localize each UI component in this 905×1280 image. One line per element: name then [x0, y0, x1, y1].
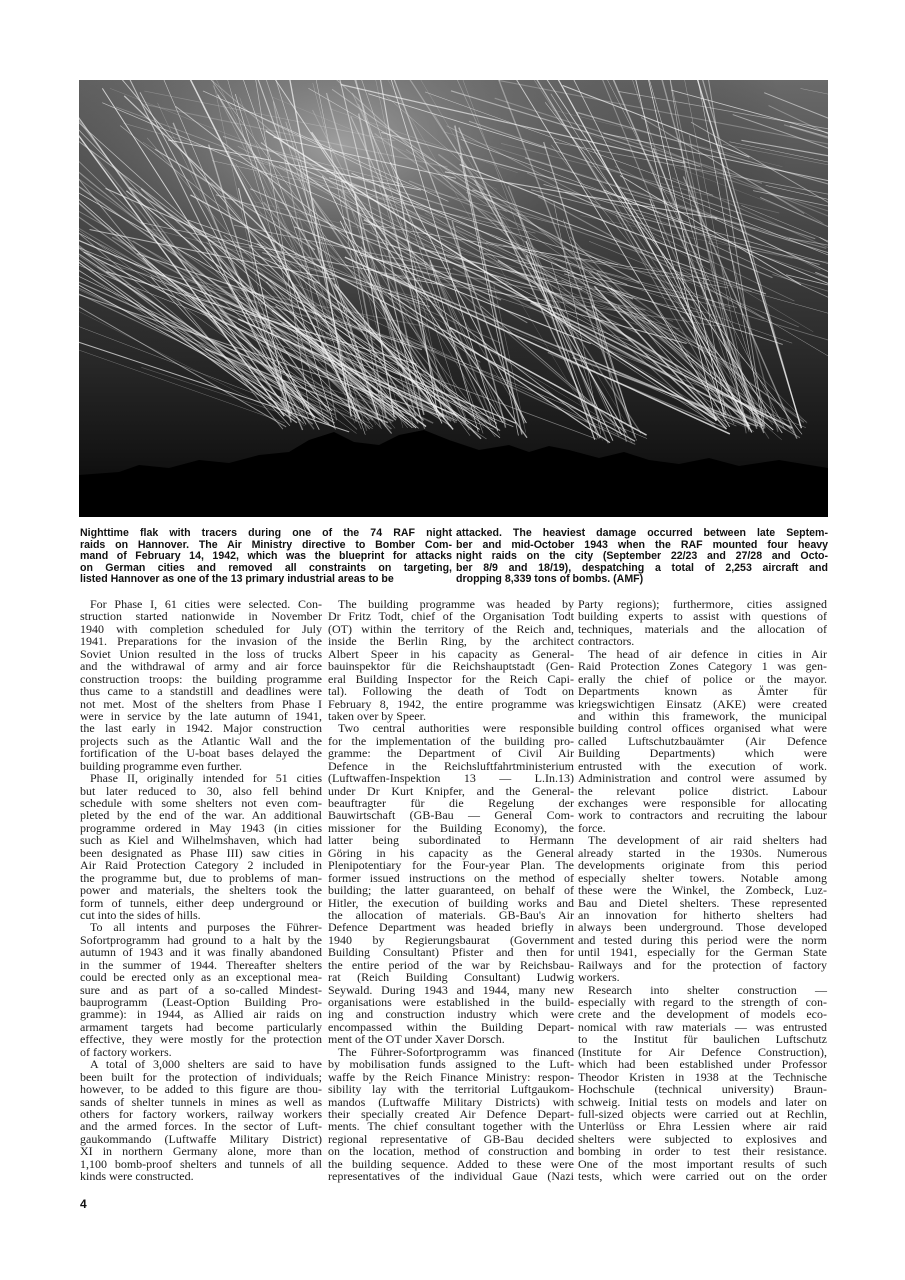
text-line: The Führer-Sofortprogramm was financed — [338, 1044, 574, 1059]
text-line: (Institute for Air Defence Construction), — [578, 1044, 827, 1059]
text-line: missioner for the Building Economy), the — [328, 820, 574, 835]
text-line: inside the Berlin Ring, by the architect — [328, 634, 574, 649]
text-line: struction started nationwide in November — [80, 609, 322, 624]
text-line: full-sized objects were carried out at Rechlin, — [578, 1106, 827, 1121]
text-line: crete and the development of models eco- — [578, 1007, 827, 1022]
text-line: for the implementation of the building pro- — [328, 733, 574, 748]
text-line: armament targets had become particularly — [80, 1019, 322, 1034]
text-line: exchanges were responsible for allocating — [578, 796, 827, 810]
text-line: always been underground. Those developed — [578, 920, 827, 935]
text-line: work to contractors and recruiting the labour — [578, 808, 827, 823]
text-line: Phase II, originally intended for 51 cities — [90, 771, 322, 786]
text-line: force. — [578, 820, 606, 835]
text-line: until 1941, especially for the German State — [578, 945, 827, 960]
caption-line: attacked. The heaviest damage occurred between late Septem- — [456, 527, 828, 539]
caption-line: dropping 8,339 tons of bombs. (AMF) — [456, 573, 644, 586]
text-line: The development of air raid shelters had — [588, 833, 827, 848]
text-line: building control offices organised what were — [578, 721, 827, 736]
paragraph — [80, 772, 322, 921]
photo-caption-right — [456, 528, 828, 586]
text-line: tal). Following the death of Todt on — [328, 684, 574, 699]
text-line: ment of the OT under Xaver Dorsch. — [328, 1032, 505, 1047]
text-line: contractors. — [578, 634, 635, 649]
text-line: already started in the 1930s. Numerous — [578, 845, 827, 860]
text-line: gramme): in 1944, as Allied air raids on — [80, 1007, 322, 1022]
text-line: sands of shelter tunnels in mines as well as — [80, 1094, 322, 1109]
caption-line: ber 8/9 and 18/19), despatching a total of 2,253 aircraft and — [456, 561, 828, 574]
text-line: Research into shelter construction — — [588, 982, 827, 997]
text-line: schweig. Initial tests on models and later on — [578, 1094, 827, 1109]
text-line: former issued instructions on the method of — [328, 870, 574, 885]
text-line: encompassed within the Building Depart- — [328, 1019, 574, 1034]
text-line: The head of air defence in cities in Air — [588, 646, 827, 661]
text-line: erally the chief of police or the mayor. — [578, 671, 827, 686]
text-line: Defence Department was headed briefly in — [328, 920, 574, 935]
text-line: organisations were established in the build- — [328, 995, 574, 1009]
text-line: 1940 with completion scheduled for July — [80, 621, 322, 636]
text-line: Hitler, the execution of building works and — [328, 895, 574, 910]
text-line: thus came to a standstill and deadlines were — [80, 684, 322, 699]
text-line: been built for the protection of individuals; — [80, 1069, 322, 1084]
text-line: bombing in order to test their resistance. — [578, 1144, 827, 1159]
text-line: February 8, 1942, the entire programme was — [328, 696, 574, 711]
text-line: construction troops: the building programme — [80, 671, 322, 686]
text-line: Seywald. During 1943 and 1944, many new — [328, 982, 574, 997]
paragraph — [328, 598, 574, 722]
text-line: Defence in the Reichsluftfahrtministerium — [328, 758, 574, 773]
text-line: which had been established under Professor — [578, 1057, 827, 1072]
text-line: their specially created Air Defence Depart- — [328, 1106, 574, 1121]
text-line: 1941. Preparations for the invasion of the — [80, 634, 322, 649]
text-line: ments. The chief consultant together with the — [328, 1119, 574, 1134]
body-column-3 — [578, 598, 827, 1183]
text-line: gramme: the Department of Civil Air — [328, 746, 574, 761]
flak-photograph — [79, 80, 828, 517]
text-line: gaukommando (Luftwaffe Military District) — [80, 1131, 322, 1146]
text-line: Theodor Kristen in 1938 at the Technische — [578, 1069, 827, 1084]
caption-line: listed Hannover as one of the 13 primary industrial areas to be — [80, 573, 394, 586]
paragraph — [80, 598, 322, 772]
text-line: rat (Reich Building Consultant) Ludwig — [328, 970, 574, 985]
text-line: sibility lay with the territorial Luftgaukom- — [328, 1082, 574, 1097]
text-line: Hochschule (technical university) Braun- — [578, 1082, 827, 1097]
text-line: fortification of the U-boat bases delayed the — [80, 746, 322, 761]
text-line: building experts to assist with questions of — [578, 609, 827, 624]
text-line: 1940 by Regierungsbaurat (Government — [328, 932, 574, 947]
paragraph — [328, 722, 574, 1045]
text-line: To all intents and purposes the Führer- — [90, 920, 322, 935]
text-line: in the summer of 1944. Thereafter shelters — [80, 957, 322, 972]
text-line: Soviet Union resulted in the loss of trucks — [80, 646, 322, 661]
text-line: under Dr Kurt Knipfer, and the General- — [328, 783, 574, 798]
body-column-1 — [80, 598, 322, 1183]
body-column-2 — [328, 598, 574, 1183]
text-line: Two central authorities were responsible — [338, 721, 574, 736]
text-line: these were the Winkel, the Zombeck, Luz- — [578, 883, 827, 898]
text-line: power and materials, the shelters took the — [80, 883, 322, 898]
text-line: Administration and control were assumed by — [578, 771, 827, 786]
text-line: but later reduced to 30, also fell behind — [80, 783, 322, 798]
caption-line: raids on Hannover. The Air Ministry directive to Bomber Com- — [80, 538, 452, 551]
text-line: entrusted with the execution of work. — [578, 758, 827, 773]
text-line: cut into the sides of hills. — [80, 907, 201, 922]
text-line: bauinspektor für die Reichshauptstadt (Gen- — [328, 659, 574, 674]
text-line: representatives of the individual Gaue (Nazi — [328, 1169, 574, 1184]
text-line: One of the most important results of such — [578, 1156, 827, 1171]
caption-line: ber and mid-October 1943 when the RAF mounted four heavy — [456, 538, 828, 551]
text-line: and tested during this period were the norm — [578, 932, 827, 947]
paragraph — [578, 834, 827, 983]
text-line: to the Institut für baulichen Luftschutz — [578, 1032, 827, 1047]
text-line: Unterlüss or Ehra Lessien where air raid — [578, 1119, 827, 1134]
text-line: Albert Speer in his capacity as General- — [328, 646, 574, 661]
paragraph — [80, 921, 322, 1058]
text-line: Sofortprogramm had ground to a halt by the — [80, 932, 322, 947]
text-line: regional representative of GB-Bau decided — [328, 1131, 574, 1146]
text-line: tests, which were carried out on the order — [578, 1169, 827, 1184]
text-line: mandos (Luftwaffe Military Districts) with — [328, 1094, 574, 1109]
caption-line: on German cities and removed all constraints on targeting, — [80, 561, 452, 574]
text-line: eral Building Inspector for the Reich Capi- — [328, 671, 574, 686]
text-line: not met. Most of the shelters from Phase I — [80, 696, 322, 711]
text-line: Dr Fritz Todt, chief of the Organisation Todt — [328, 609, 574, 624]
text-line: building programme even further. — [80, 758, 242, 773]
text-line: Railways and for the protection of factory — [578, 957, 827, 972]
page-number: 4 — [80, 1197, 87, 1211]
text-line: the building sequence. Added to these were — [328, 1156, 574, 1171]
text-line: kriegswichtigen Einsatz (AKE) were created — [578, 696, 827, 711]
text-line: could be erected only as an exceptional mea- — [80, 970, 322, 985]
text-line: especially with regard to the strength of con- — [578, 995, 827, 1009]
paragraph — [80, 1058, 322, 1182]
text-line: projects such as the Atlantic Wall and the — [80, 733, 322, 748]
text-line: (Luftwaffen-Inspektion 13 — L.In.13) — [328, 771, 574, 786]
text-line: The building programme was headed by — [338, 597, 574, 611]
text-line: Air Raid Protection Category 2 included in — [80, 858, 322, 873]
text-line: autumn of 1943 and it was finally abandoned — [80, 945, 322, 960]
text-line: shelters were subjected to explosives and — [578, 1131, 827, 1146]
text-line: the allocation of materials. GB-Bau's Air — [328, 907, 574, 922]
text-line: Bauwirtschaft (GB-Bau — General Com- — [328, 808, 574, 823]
paragraph — [578, 984, 827, 1183]
text-line: Göring in his capacity as the General — [328, 845, 574, 860]
text-line: beauftragter für die Regelung der — [328, 796, 574, 810]
text-line: such as Kiel and Wilhelmshaven, which had — [80, 833, 322, 848]
text-line: Raid Protection Zones Category 1 was gen- — [578, 659, 827, 674]
text-line: the relevant police district. Labour — [578, 783, 827, 798]
text-line: developments originate from this period — [578, 858, 827, 873]
text-line: workers. — [578, 970, 620, 985]
text-line: kinds were constructed. — [80, 1169, 194, 1184]
text-line: the last early in 1942. Major construction — [80, 721, 322, 736]
caption-line: mand of February 14, 1942, which was the blueprint for attacks — [80, 550, 452, 563]
text-line: and the withdrawal of army and air force — [80, 659, 322, 674]
text-line: Party regions); furthermore, cities assigned — [578, 597, 827, 611]
text-line: been designated as Phase III) saw cities in — [80, 845, 322, 860]
text-line: form of tunnels, either deep underground or — [80, 895, 322, 910]
text-line: effective, they were mostly for the protection — [80, 1032, 322, 1047]
text-line: others for factory workers, railway workers — [80, 1106, 322, 1121]
text-line: programme ordered in May 1943 (in cities — [80, 820, 322, 835]
text-line: by mobilisation funds assigned to the Luft- — [328, 1057, 574, 1072]
text-line: especially shelter towers. Notable among — [578, 870, 827, 885]
text-line: nomical with raw materials — was entrusted — [578, 1019, 827, 1034]
text-line: XI in northern Germany alone, more than — [80, 1144, 322, 1159]
text-line: (OT) within the territory of the Reich and, — [328, 621, 574, 636]
text-line: waffe by the Reich Finance Ministry: respon- — [328, 1069, 574, 1084]
text-line: of factory workers. — [80, 1044, 172, 1059]
paragraph — [578, 598, 827, 648]
text-line: Building Departments) which were — [578, 746, 827, 761]
text-line: taken over by Speer. — [328, 708, 426, 723]
text-line: ing and construction industry which were — [328, 1007, 574, 1022]
text-line: sure and as part of a so-called Mindest- — [80, 982, 322, 997]
text-line: pleted by the end of the war. An additional — [80, 808, 322, 823]
text-line: the programme but, due to problems of man- — [80, 870, 322, 885]
text-line: latter being subordinated to Hermann — [328, 833, 574, 848]
text-line: Plenipotentiary for the Four-year Plan. The — [328, 858, 574, 873]
text-line: an innovation for hitherto shelters had — [578, 907, 827, 922]
photo-caption-left — [80, 528, 452, 586]
text-line: and the armed forces. In the sector of Luft- — [80, 1119, 322, 1134]
paragraph — [328, 1046, 574, 1183]
caption-line: Nighttime flak with tracers during one of the 74 RAF night — [80, 527, 452, 539]
text-line: A total of 3,000 shelters are said to have — [90, 1057, 322, 1072]
caption-line: night raids on the city (September 22/23 and 27/28 and Octo- — [456, 550, 828, 563]
text-line: Building Consultant) Pfister and then for — [328, 945, 574, 960]
text-line: techniques, materials and the allocation of — [578, 621, 827, 636]
text-line: 1,100 bomb-proof shelters and tunnels of all — [80, 1156, 322, 1171]
text-line: called Luftschutzbauämter (Air Defence — [578, 733, 827, 748]
text-line: were in service by the late autumn of 1941, — [80, 708, 322, 723]
text-line: Departments known as Ämter für — [578, 684, 827, 699]
text-line: and within this framework, the municipal — [578, 708, 827, 723]
text-line: schedule with some shelters not even com- — [80, 796, 322, 810]
text-line: Bau and Dietel shelters. These represented — [578, 895, 827, 910]
flak-photo-image — [79, 80, 828, 517]
text-line: the entire period of the war by Reichsbau- — [328, 957, 574, 972]
text-line: For Phase I, 61 cities were selected. Con- — [90, 597, 322, 611]
text-line: building; the latter guaranteed, on behalf of — [328, 883, 574, 898]
paragraph — [578, 648, 827, 835]
text-line: bauprogramm (Least-Option Building Pro- — [80, 995, 322, 1009]
text-line: however, to be added to this figure are thou- — [80, 1082, 322, 1097]
text-line: on the location, method of construction and — [328, 1144, 574, 1159]
